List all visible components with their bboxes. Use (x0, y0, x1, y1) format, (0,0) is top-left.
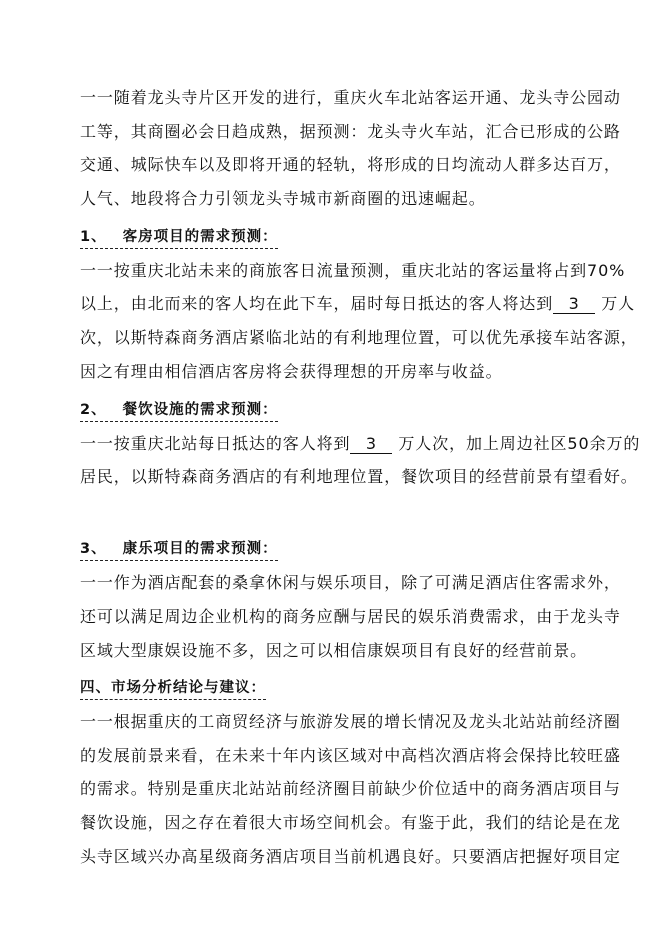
intro-line-1: 一一随着龙头寺片区开发的进行，重庆火车北站客运开通、龙头寺公园动 (80, 88, 621, 107)
section-2-title: 餐饮设施的需求预测： (122, 402, 278, 418)
section-3-title: 康乐项目的需求预测： (122, 541, 278, 557)
section-3-heading (80, 539, 278, 561)
section-4-line-1: 一一根据重庆的工商贸经济与旅游发展的增长情况及龙头北站站前经济圈 (80, 712, 621, 731)
section-1-number: 1、 (80, 229, 107, 245)
section-3-line-2: 还可以满足周边企业机构的商务应酬与居民的娱乐消费需求，由于龙头寺 (80, 607, 621, 626)
section-1-arrivals-value: 3 (553, 295, 595, 314)
section-1-line-3: 次，以斯特森商务酒店紧临北站的有利地理位置，可以优先承接车站客源， (80, 328, 638, 347)
section-1-title: 客房项目的需求预测： (122, 229, 278, 245)
section-2-number: 2、 (80, 402, 107, 418)
intro-line-2: 工等，其商圈必会日趋成熟，据预测：龙头寺火车站，汇合已形成的公路 (80, 122, 621, 141)
section-1-line-2-unit: 万人 (601, 294, 636, 313)
intro-line-3: 交通、城际快车以及即将开通的轻轨，将形成的日均流动人群多达百万， (80, 155, 621, 174)
section-2-line-1 (80, 434, 640, 454)
section-1-heading (80, 227, 278, 249)
section-2-line-1-rest: 万人次，加上周边社区50余万的 (398, 434, 641, 453)
section-3-line-1: 一一作为酒店配套的桑拿休闲与娱乐项目，除了可满足酒店住客需求外， (80, 573, 621, 592)
section-1-line-2-text: 以上，由北而来的客人均在此下车，届时每日抵达的客人将达到 (80, 294, 554, 313)
section-2-heading (80, 400, 278, 422)
section-3-number: 3、 (80, 541, 107, 557)
section-1-line-2 (80, 294, 635, 314)
section-1-line-4: 因之有理由相信酒店客房将会获得理想的开房率与收益。 (80, 362, 503, 381)
section-4-line-5: 头寺区域兴办高星级商务酒店项目当前机遇良好。只要酒店把握好项目定 (80, 847, 621, 866)
section-4-line-3: 的需求。特别是重庆北站站前经济圈目前缺少价位适中的商务酒店项目与 (80, 779, 621, 798)
section-1-line-1: 一一按重庆北站未来的商旅客日流量预测，重庆北站的客运量将占到70% (80, 261, 626, 280)
intro-line-4: 人气、地段将合力引领龙头寺城市新商圈的迅速崛起。 (80, 189, 486, 208)
section-2-line-2: 居民，以斯特森商务酒店的有利地理位置，餐饮项目的经营前景有望看好。 (80, 467, 638, 486)
section-2-arrivals-value: 3 (350, 435, 392, 454)
section-4-line-2: 的发展前景来看，在未来十年内该区域对中高档次酒店将会保持比较旺盛 (80, 746, 621, 765)
section-2-line-1-text: 一一按重庆北站每日抵达的客人将到 (80, 434, 351, 453)
section-3-line-3: 区域大型康娱设施不多，因之可以相信康娱项目有良好的经营前景。 (80, 641, 588, 660)
section-4-line-4: 餐饮设施，因之存在着很大市场空间机会。有鉴于此，我们的结论是在龙 (80, 813, 621, 832)
section-4-heading: 四、市场分析结论与建议： (80, 678, 266, 700)
